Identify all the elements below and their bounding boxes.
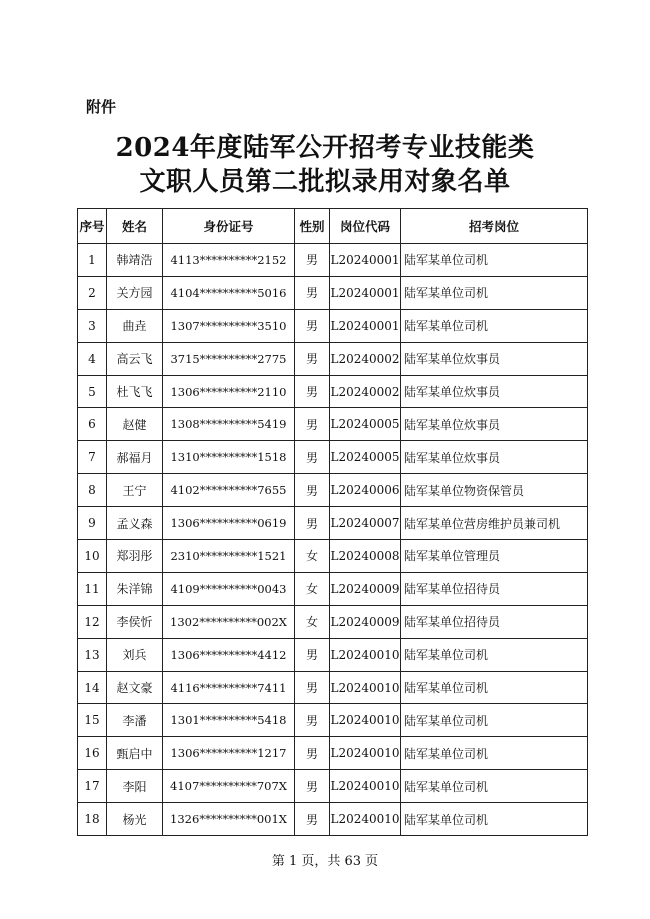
cell-index: 10 [78, 540, 107, 573]
table-row [78, 638, 588, 671]
cell-post: 陆军某单位司机 [401, 671, 588, 704]
cell-gender: 男 [295, 770, 330, 803]
cell-id-number: 1310**********1518 [163, 441, 295, 474]
cell-post-code: L20240009 [330, 572, 401, 605]
cell-gender: 男 [295, 671, 330, 704]
cell-post-code: L20240001 [330, 309, 401, 342]
table-row [78, 474, 588, 507]
header-post: 招考岗位 [401, 209, 588, 244]
cell-index: 14 [78, 671, 107, 704]
cell-post-code: L20240010 [330, 638, 401, 671]
cell-post: 陆军某单位招待员 [401, 572, 588, 605]
cell-post: 陆军某单位管理员 [401, 540, 588, 573]
cell-gender: 女 [295, 572, 330, 605]
cell-id-number: 1306**********2110 [163, 375, 295, 408]
cell-id-number: 1301**********5418 [163, 704, 295, 737]
cell-id-number: 1306**********4412 [163, 638, 295, 671]
table-row [78, 540, 588, 573]
cell-name: 甄启中 [107, 737, 163, 770]
cell-post: 陆军某单位营房维护员兼司机 [401, 507, 588, 540]
cell-name: 孟义森 [107, 507, 163, 540]
cell-index: 6 [78, 408, 107, 441]
table-row [78, 375, 588, 408]
cell-gender: 男 [295, 342, 330, 375]
cell-index: 5 [78, 375, 107, 408]
cell-index: 17 [78, 770, 107, 803]
cell-post: 陆军某单位物资保管员 [401, 474, 588, 507]
cell-index: 9 [78, 507, 107, 540]
cell-post: 陆军某单位司机 [401, 704, 588, 737]
cell-index: 16 [78, 737, 107, 770]
cell-post: 陆军某单位司机 [401, 638, 588, 671]
cell-gender: 男 [295, 737, 330, 770]
cell-index: 3 [78, 309, 107, 342]
cell-post-code: L20240001 [330, 244, 401, 277]
cell-name: 李潘 [107, 704, 163, 737]
document-title-line-2: 文职人员第二批拟录用对象名单 [139, 167, 511, 197]
cell-post: 陆军某单位司机 [401, 244, 588, 277]
cell-name: 李侯忻 [107, 605, 163, 638]
header-index: 序号 [78, 209, 107, 244]
cell-post-code: L20240009 [330, 605, 401, 638]
cell-id-number: 4107**********707X [163, 770, 295, 803]
cell-gender: 男 [295, 276, 330, 309]
cell-id-number: 1302**********002X [163, 605, 295, 638]
cell-post-code: L20240010 [330, 704, 401, 737]
cell-name: 郑羽彤 [107, 540, 163, 573]
cell-gender: 男 [295, 441, 330, 474]
cell-name: 韩靖浩 [107, 244, 163, 277]
cell-id-number: 1307**********3510 [163, 309, 295, 342]
cell-index: 1 [78, 244, 107, 277]
cell-name: 高云飞 [107, 342, 163, 375]
table-header-row [78, 209, 588, 244]
cell-id-number: 4113**********2152 [163, 244, 295, 277]
cell-gender: 女 [295, 540, 330, 573]
cell-post-code: L20240006 [330, 474, 401, 507]
table-row [78, 605, 588, 638]
cell-id-number: 2310**********1521 [163, 540, 295, 573]
cell-name: 杨光 [107, 803, 163, 836]
candidate-table [77, 208, 588, 836]
cell-name: 李阳 [107, 770, 163, 803]
cell-gender: 男 [295, 638, 330, 671]
attachment-label: 附件 [86, 98, 117, 116]
cell-post: 陆军某单位招待员 [401, 605, 588, 638]
cell-post-code: L20240008 [330, 540, 401, 573]
cell-id-number: 4109**********0043 [163, 572, 295, 605]
cell-name: 杜飞飞 [107, 375, 163, 408]
cell-index: 8 [78, 474, 107, 507]
cell-post-code: L20240010 [330, 671, 401, 704]
table-row [78, 342, 588, 375]
cell-name: 曲垚 [107, 309, 163, 342]
table-row [78, 770, 588, 803]
table-row [78, 309, 588, 342]
cell-gender: 男 [295, 474, 330, 507]
cell-index: 7 [78, 441, 107, 474]
cell-id-number: 1306**********1217 [163, 737, 295, 770]
cell-index: 15 [78, 704, 107, 737]
table-row [78, 671, 588, 704]
cell-post: 陆军某单位炊事员 [401, 375, 588, 408]
table-row [78, 507, 588, 540]
cell-gender: 男 [295, 803, 330, 836]
cell-id-number: 1308**********5419 [163, 408, 295, 441]
cell-index: 13 [78, 638, 107, 671]
header-gender: 性别 [295, 209, 330, 244]
cell-name: 郝福月 [107, 441, 163, 474]
table-row [78, 572, 588, 605]
header-name: 姓名 [107, 209, 163, 244]
header-id-number: 身份证号 [163, 209, 295, 244]
cell-index: 2 [78, 276, 107, 309]
table-row [78, 704, 588, 737]
cell-id-number: 4116**********7411 [163, 671, 295, 704]
cell-gender: 男 [295, 375, 330, 408]
cell-gender: 女 [295, 605, 330, 638]
header-post-code: 岗位代码 [330, 209, 401, 244]
table-row [78, 441, 588, 474]
cell-post-code: L20240010 [330, 737, 401, 770]
table-row [78, 276, 588, 309]
cell-id-number: 1306**********0619 [163, 507, 295, 540]
cell-index: 11 [78, 572, 107, 605]
cell-name: 刘兵 [107, 638, 163, 671]
cell-name: 关方园 [107, 276, 163, 309]
cell-post-code: L20240007 [330, 507, 401, 540]
table-body [78, 244, 588, 836]
cell-post-code: L20240001 [330, 276, 401, 309]
cell-name: 王宁 [107, 474, 163, 507]
cell-id-number: 1326**********001X [163, 803, 295, 836]
cell-id-number: 3715**********2775 [163, 342, 295, 375]
cell-post: 陆军某单位司机 [401, 803, 588, 836]
cell-gender: 男 [295, 408, 330, 441]
cell-index: 18 [78, 803, 107, 836]
cell-name: 赵健 [107, 408, 163, 441]
cell-post-code: L20240010 [330, 770, 401, 803]
cell-index: 4 [78, 342, 107, 375]
table-row [78, 803, 588, 836]
cell-post: 陆军某单位司机 [401, 276, 588, 309]
cell-post: 陆军某单位炊事员 [401, 441, 588, 474]
cell-post: 陆军某单位司机 [401, 770, 588, 803]
cell-id-number: 4104**********5016 [163, 276, 295, 309]
cell-gender: 男 [295, 507, 330, 540]
cell-post-code: L20240005 [330, 408, 401, 441]
cell-id-number: 4102**********7655 [163, 474, 295, 507]
cell-post: 陆军某单位炊事员 [401, 342, 588, 375]
cell-index: 12 [78, 605, 107, 638]
cell-post-code: L20240002 [330, 342, 401, 375]
cell-post-code: L20240010 [330, 803, 401, 836]
cell-gender: 男 [295, 244, 330, 277]
cell-name: 赵文豪 [107, 671, 163, 704]
cell-post: 陆军某单位司机 [401, 309, 588, 342]
cell-post-code: L20240002 [330, 375, 401, 408]
cell-gender: 男 [295, 704, 330, 737]
cell-name: 朱洋锦 [107, 572, 163, 605]
table-row [78, 244, 588, 277]
document-title-line-1: 2024年度陆军公开招考专业技能类 [115, 133, 535, 163]
page-footer: 第 1 页，共 63 页 [271, 854, 379, 869]
cell-post-code: L20240005 [330, 441, 401, 474]
cell-gender: 男 [295, 309, 330, 342]
table-row [78, 408, 588, 441]
cell-post: 陆军某单位司机 [401, 737, 588, 770]
table-row [78, 737, 588, 770]
cell-post: 陆军某单位炊事员 [401, 408, 588, 441]
